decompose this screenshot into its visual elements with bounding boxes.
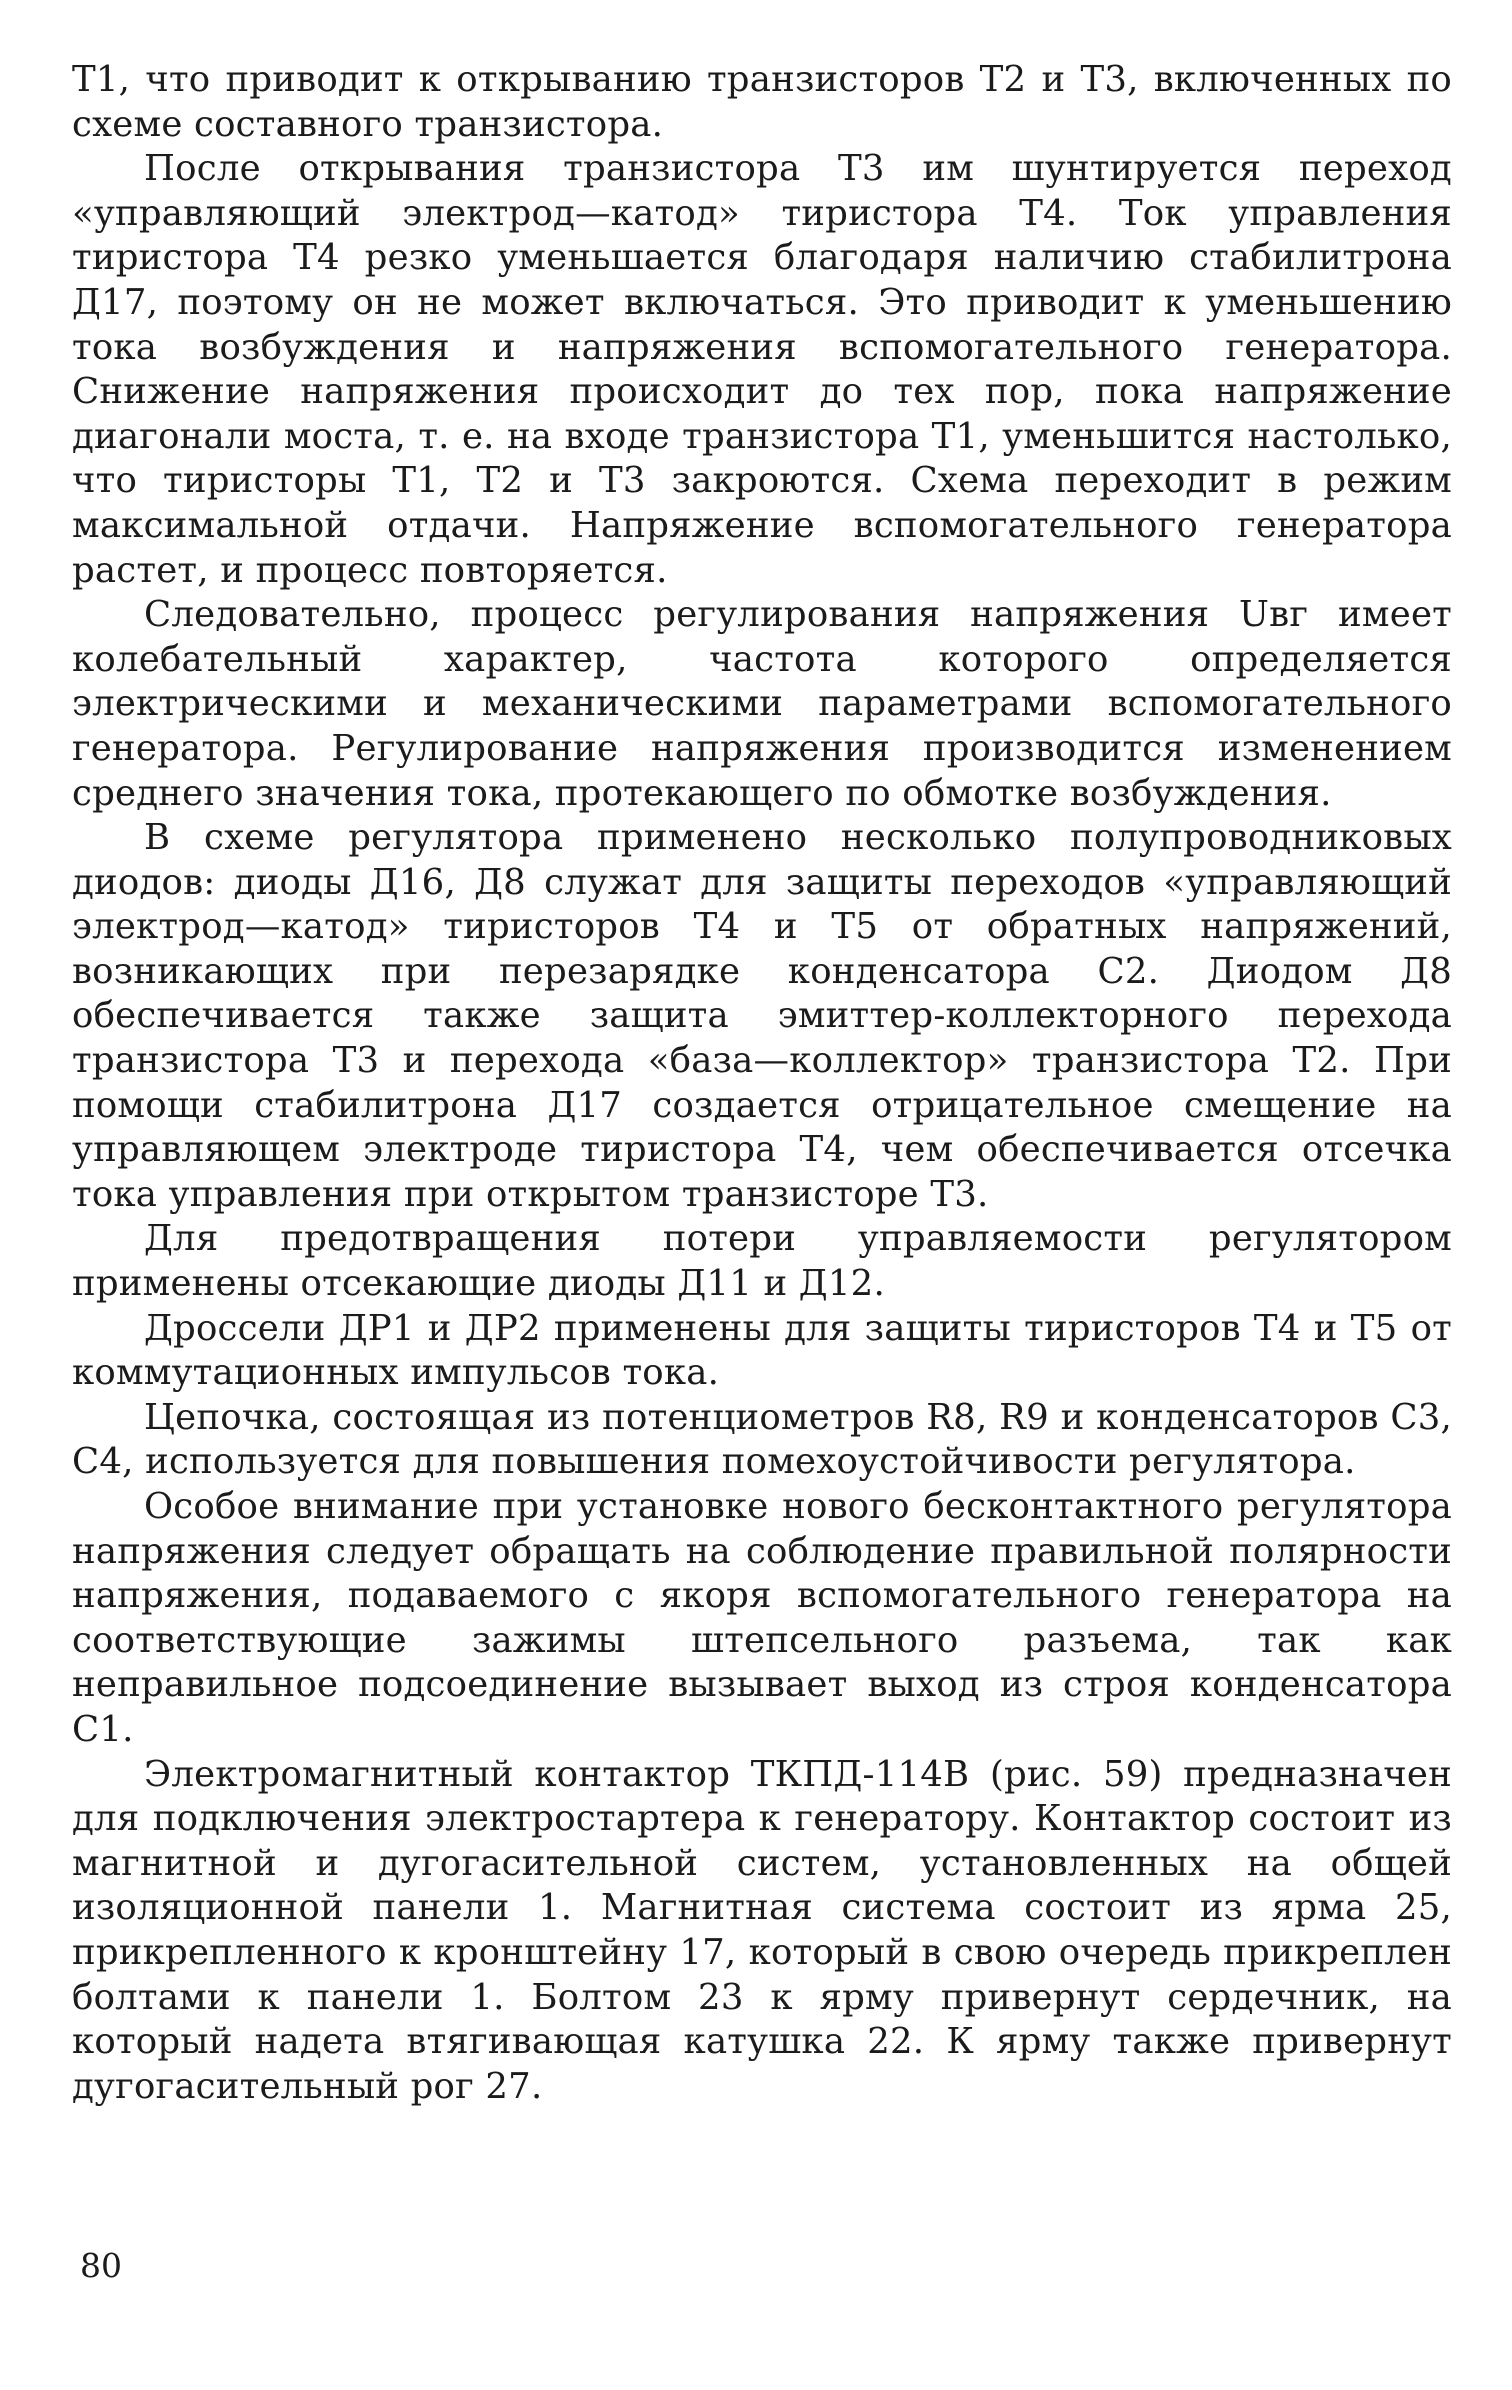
paragraph: Дроссели ДР1 и ДР2 применены для защиты тиристоров T4 и T5 от коммутационных импульсов тока. (72, 1307, 1452, 1394)
paragraph: После открывания транзистора T3 им шунтируется переход «управляющий электрод—катод» тиристора T4. Ток управления тиристора T4 резко уменьшается благодаря наличию стабилитрона Д17, поэтому он не может включаться. Это приводит к уменьшению тока возбуждения и напряжения вспомогательного генератора. Снижение напряжения происходит до тех пор, пока напряжение диагонали моста, т. е. на входе транзистора T1, уменьшится настолько, что тиристоры T1, T2 и T3 закроются. Схема переходит в режим максимальной отдачи. Напряжение вспомогательного генератора растет, и процесс повторяется. (72, 148, 1452, 591)
page-text (72, 58, 1452, 2109)
paragraph: Для предотвращения потери управляемости регулятором применены отсекающие диоды Д11 и Д12. (72, 1218, 1452, 1305)
paragraph: T1, что приводит к открыванию транзисторов T2 и T3, включенных по схеме составного транзистора. (72, 59, 1452, 145)
page-number: 80 (80, 2246, 122, 2285)
paragraph: В схеме регулятора применено несколько полупроводниковых диодов: диоды Д16, Д8 служат для защиты переходов «управляющий электрод—катод» тиристоров T4 и T5 от обратных напряжений, возникающих при перезарядке конденсатора C2. Диодом Д8 обеспечивается также защита эмиттер-коллекторного перехода транзистора T3 и перехода «база—коллектор» транзистора T2. При помощи стабилитрона Д17 создается отрицательное смещение на управляющем электроде тиристора T4, чем обеспечивается отсечка тока управления при открытом транзисторе T3. (72, 817, 1452, 1215)
paragraph: Особое внимание при установке нового бесконтактного регулятора напряжения следует обращать на соблюдение правильной полярности напряжения, подаваемого с якоря вспомогательного генератора на соответствующие зажимы штепсельного разъема, так как неправильное подсоединение вызывает выход из строя конденсатора C1. (72, 1486, 1452, 1750)
paragraph: Электромагнитный контактор ТКПД-114В (рис. 59) предназначен для подключения электростартера к генератору. Контактор состоит из магнитной и дугогасительной систем, установленных на общей изоляционной панели 1. Магнитная система состоит из ярма 25, прикрепленного к кронштейну 17, который в свою очередь прикреплен болтами к панели 1. Болтом 23 к ярму привернут сердечник, на который надета втягивающая катушка 22. К ярму также привернут дугогасительный рог 27. (72, 1753, 1452, 2107)
paragraph: Цепочка, состоящая из потенциометров R8, R9 и конденсаторов C3, C4, используется для повышения помехоустойчивости регулятора. (72, 1396, 1452, 1483)
paragraph: Следовательно, процесс регулирования напряжения Uвг имеет колебательный характер, частота которого определяется электрическими и механическими параметрами вспомогательного генератора. Регулирование напряжения производится изменением среднего значения тока, протекающего по обмотке возбуждения. (72, 594, 1452, 814)
